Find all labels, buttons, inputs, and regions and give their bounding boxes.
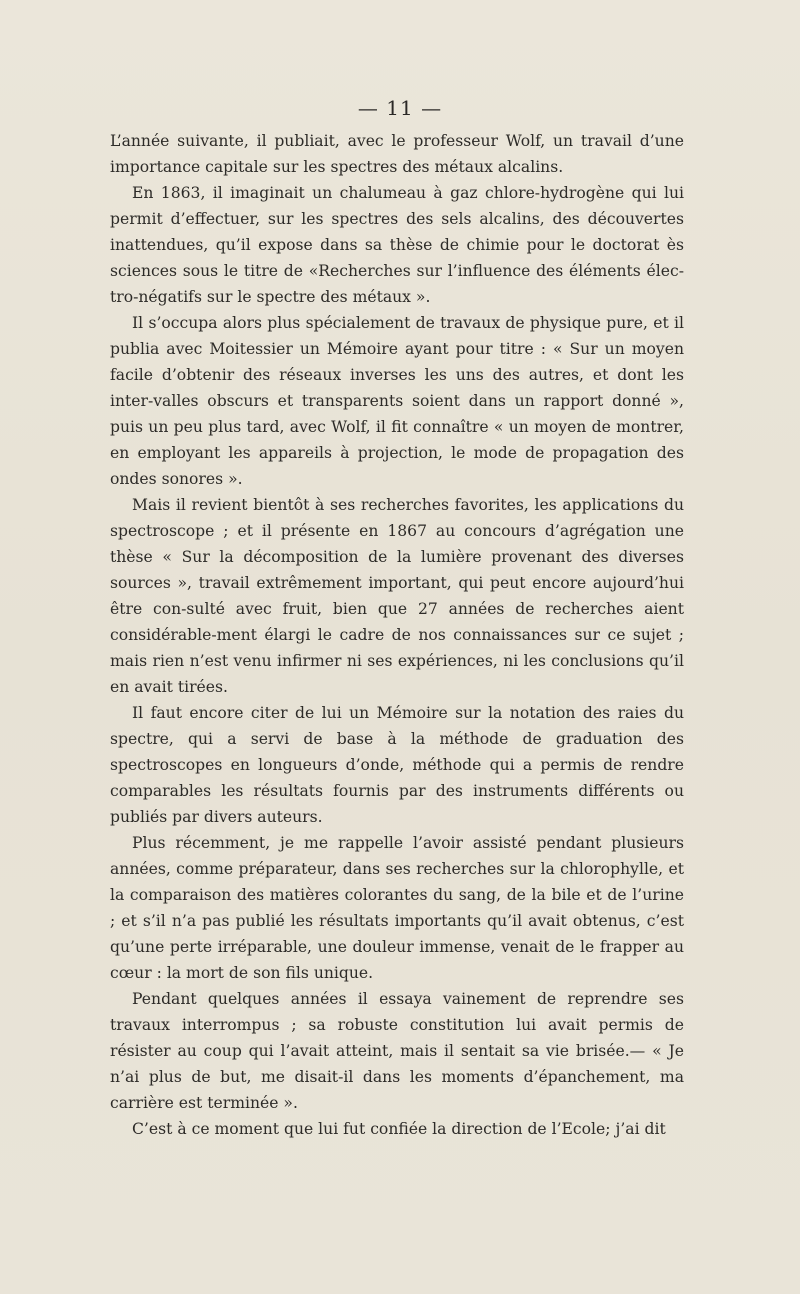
- paragraph: Plus récemment, je me rappelle l’avoir assisté pendant plusieurs années, comme préparateur, dans ses recherches sur la chlorophylle, et la comparaison des matières colorantes du sang, de la bile et de l’urine ; et s’il n’a pas publié les résultats importants qu’il avait obtenus, c’est qu’une perte irréparable, une douleur immense, venait de le frapper au cœur : la mort de son fils unique.: [110, 834, 684, 982]
- page-number: — 11 —: [357, 96, 443, 120]
- paragraph: Mais il revient bientôt à ses recherches favorites, les applications du spectroscope ; et il présente en 1867 au concours d’agrégation une thèse « Sur la décomposition de la lumière provenant des diverses sources », travail extrêmement important, qui peut encore aujourd’hui être con-sulté avec fruit, bien que 27 années de recherches aient considérable-ment élargi le cadre de nos connaissances sur ce sujet ; mais rien n’est venu infirmer ni ses expériences, ni les conclusions qu’il en avait tirées.: [110, 496, 684, 696]
- paragraph: C’est à ce moment que lui fut confiée la direction de l’Ecole; j’ai dit: [132, 1120, 666, 1138]
- paragraph: Il faut encore citer de lui un Mémoire sur la notation des raies du spectre, qui a servi de base à la méthode de graduation des spectroscopes en longueurs d’onde, méthode qui a permis de rendre comparables les résultats fournis par des instruments différents ou publiés par divers auteurs.: [110, 704, 684, 826]
- paragraph: L’année suivante, il publiait, avec le professeur Wolf, un travail d’une importance capitale sur les spectres des métaux alcalins.: [110, 132, 684, 176]
- body-text: [110, 128, 684, 1142]
- paragraph: Il s’occupa alors plus spécialement de travaux de physique pure, et il publia avec Moitessier un Mémoire ayant pour titre : « Sur un moyen facile d’obtenir des réseaux inverses les uns des autres, et dont les inter-valles obscurs et transparents soient dans un rapport donné », puis un peu plus tard, avec Wolf, il fit connaître « un moyen de montrer, en employant les appareils à projection, le mode de propagation des ondes sonores ».: [110, 314, 684, 488]
- paragraph: En 1863, il imaginait un chalumeau à gaz chlore-hydrogène qui lui permit d’effectuer, sur les spectres des sels alcalins, des découvertes inattendues, qu’il expose dans sa thèse de chimie pour le doctorat ès sciences sous le titre de «Recherches sur l’influence des éléments élec-tro-négatifs sur le spectre des métaux ».: [110, 184, 684, 306]
- paragraph: Pendant quelques années il essaya vainement de reprendre ses travaux interrompus ; sa robuste constitution lui avait permis de résister au coup qui l’avait atteint, mais il sentait sa vie brisée.— « Je n’ai plus de but, me disait-il dans les moments d’épanchement, ma carrière est terminée ».: [110, 990, 684, 1112]
